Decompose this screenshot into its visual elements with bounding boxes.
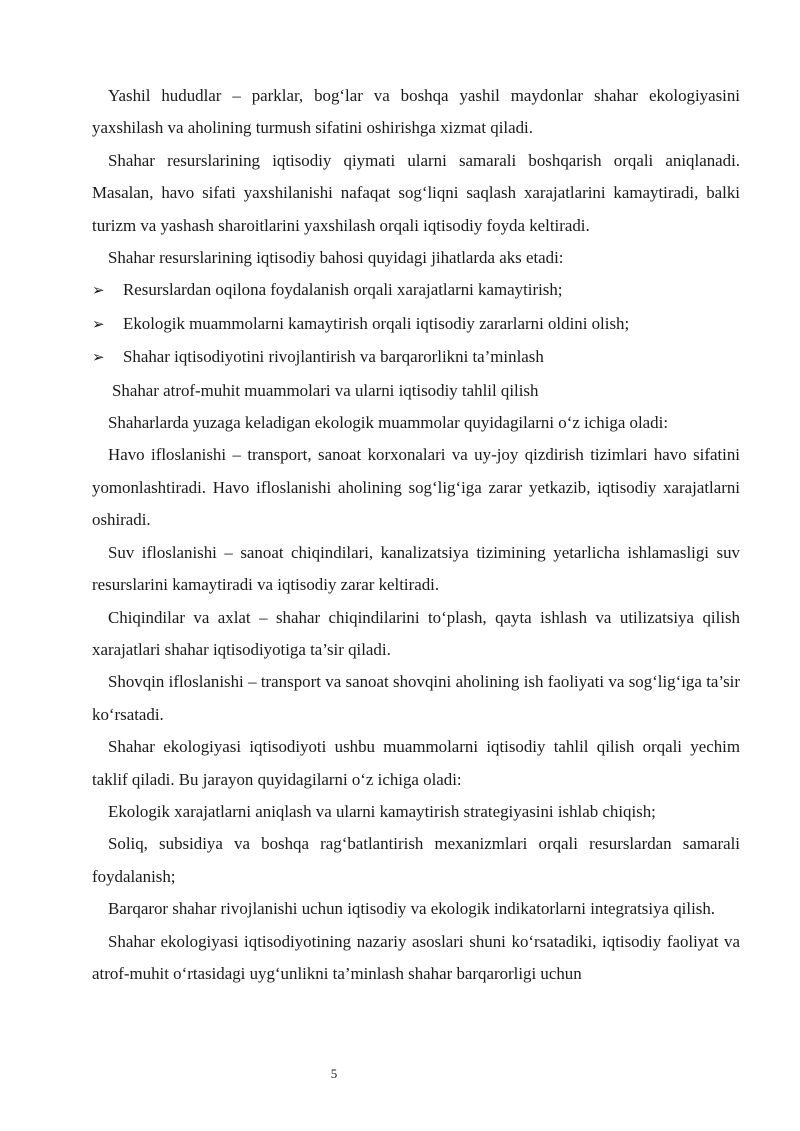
page-number: 5 [330,1066,338,1081]
paragraph: Barqaror shahar rivojlanishi uchun iqtisodiy va ekologik indikatorlarni integratsiya qilish. [108,899,715,919]
paragraph: Ekologik xarajatlarni aniqlash va ularni kamaytirish strategiyasini ishlab chiqish; [108,801,656,821]
paragraph: Shahar resurslarining iqtisodiy bahosi quyidagi jihatlarda aks etadi: [108,248,564,268]
paragraph: Soliq, subsidiya va boshqa rag‘batlantirish mexanizmlari orqali resurslardan samarali foydalanish; [92,834,740,886]
paragraph: Havo ifloslanishi – transport, sanoat korxonalari va uy-joy qizdirish tizimlari havo sifatini yomonlashtiradi. Havo ifloslanishi aholining sog‘lig‘iga zarar yetkazib, iqtisodiy xarajatlarni oshiradi. [92,445,740,530]
paragraph: Chiqindilar va axlat – shahar chiqindilarini to‘plash, qayta ishlash va utilizatsiya qilish xarajatlari shahar iqtisodiyotiga ta’sir qiladi. [92,607,740,659]
paragraph: Shahar resurslarining iqtisodiy qiymati ularni samarali boshqarish orqali aniqlanadi. Masalan, havo sifati yaxshilanishi nafaqat sog‘liqni saqlash xarajatlarini kamaytiradi, balki turizm va yashash sharoitlarini yaxshilash orqali iqtisodiy foyda keltiradi. [92,150,740,235]
document-page [92,80,740,990]
list-item [92,308,740,341]
list-item [92,274,740,307]
list-item-text: Resurslardan oqilona foydalanish orqali xarajatlarni kamaytirish; [123,280,563,300]
arrowhead-bullet-icon: ➢ [92,283,105,300]
bullet-list [92,274,740,374]
paragraph: Shovqin ifloslanishi – transport va sanoat shovqini aholining ish faoliyati va sog‘lig‘iga ta’sir ko‘rsatadi. [92,672,740,724]
list-item-text: Shahar iqtisodiyotini rivojlantirish va barqarorlikni ta’minlash [123,347,544,367]
paragraph: Shaharlarda yuzaga keladigan ekologik muammolar quyidagilarni o‘z ichiga oladi: [108,413,669,433]
list-item [92,341,740,374]
section-subheading: Shahar atrof-muhit muammolari va ularni iqtisodiy tahlil qilish [112,380,539,400]
paragraph: Yashil hududlar – parklar, bog‘lar va boshqa yashil maydonlar shahar ekologiyasini yaxshilash va aholining turmush sifatini oshirishga xizmat qiladi. [92,86,740,138]
arrowhead-bullet-icon: ➢ [92,316,105,333]
paragraph: Shahar ekologiyasi iqtisodiyotining nazariy asoslari shuni ko‘rsatadiki, iqtisodiy faoliyat va atrof-muhit o‘rtasidagi uyg‘unlikni ta’minlash shahar barqarorligi uchun [92,931,740,983]
paragraph: Shahar ekologiyasi iqtisodiyoti ushbu muammolarni iqtisodiy tahlil qilish orqali yechim taklif qiladi. Bu jarayon quyidagilarni o‘z ichiga oladi: [92,737,740,789]
list-item-text: Ekologik muammolarni kamaytirish orqali iqtisodiy zararlarni oldini olish; [123,313,630,333]
paragraph: Suv ifloslanishi – sanoat chiqindilari, kanalizatsiya tizimining yetarlicha ishlamasligi suv resurslarini kamaytiradi va iqtisodiy zarar keltiradi. [92,542,740,595]
arrowhead-bullet-icon: ➢ [92,350,105,367]
